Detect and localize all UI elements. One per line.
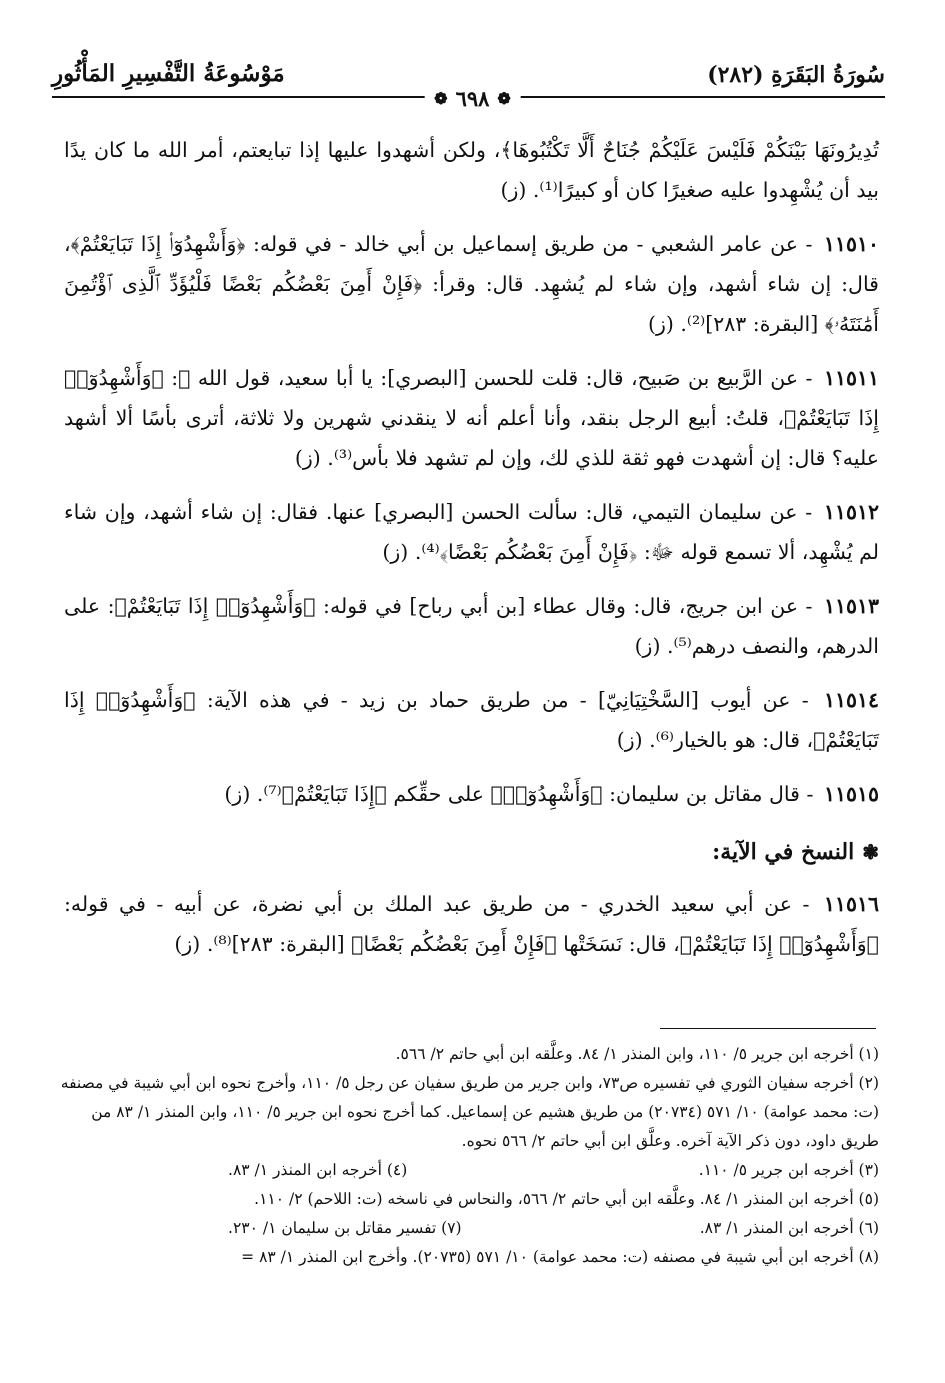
book-title: مَوْسُوعَةُ التَّفْسِيرِ المَأْثُورِ (52, 60, 285, 87)
narration-11514 (64, 680, 879, 760)
footnote-5: (٥) أخرجه ابن المنذر ١/ ٨٤. وعلَّقه ابن أبي حاتم ٢/ ٥٦٦، والنحاس في ناسخه (ت: اللاحم) ٢/ ١١٠. (254, 1190, 879, 1208)
footnote-3: (٣) أخرجه ابن جرير ٥/ ١١٠. (698, 1161, 879, 1179)
narration-text: - قال مقاتل بن سليمان: ﴿وَأَشْهِدُوٓا۟﴾ على حقِّكم ﴿إِذَا تَبَايَعْتُمْ﴾⁽⁷⁾. (ز) (224, 782, 814, 806)
section-title: النسخ في الآية: (712, 839, 855, 865)
narration-text: - عن أيوب [السَّخْتِيَانِيّ] - من طريق حماد بن زيد - في هذه الآية: ﴿وَأَشْهِدُوٓا۟ إِذَا تَبَايَعْتُمْ﴾، قال: هو بالخيار⁽⁶⁾. (ز) (64, 688, 879, 752)
narration-text: - عن عامر الشعبي - من طريق إسماعيل بن أبي خالد - في قوله: ﴿وَأَشْهِدُوٓا۟ إِذَا تَبَايَعْتُمْ﴾، قال: إن شاء أشهد، وإن شاء لم يُشهِد. قال: وقرأ: ﴿فَإِنْ أَمِنَ بَعْضُكُم بَعْضًا فَلْيُؤَدِّ ٱلَّذِى ٱؤْتُمِنَ أَمَٰنَتَهُۥ﴾ [البقرة: ٢٨٣]⁽²⁾. (ز) (64, 232, 879, 336)
footnote-1: (١) أخرجه ابن جرير ٥/ ١١٠، وابن المنذر ١/ ٨٤. وعلَّقه ابن أبي حاتم ٢/ ٥٦٦. (395, 1045, 879, 1063)
footnote-4: (٤) أخرجه ابن المنذر ١/ ٨٣. (228, 1161, 408, 1179)
narration-11511 (64, 358, 879, 478)
page-number-box (424, 86, 521, 111)
narration-number: ١١٥١١ (823, 366, 879, 390)
paragraph-continuation: تُدِيرُونَهَا بَيْنَكُمْ فَلَيْسَ عَلَيْكُمْ جُنَاحٌ أَلَّا تَكْتُبُوهَا﴾، ولكن أشهدوا عليها إذا تبايعتم، أمر الله ما كان يدًا بيد أن يُشْهِدوا عليه صغيرًا كان أو كبيرًا⁽¹⁾. (ز) (64, 138, 879, 202)
narration-11512 (64, 492, 879, 572)
section-heading (64, 832, 879, 872)
narration-text: - عن الرَّبيع بن صَبيح، قال: قلت للحسن [البصري]: يا أبا سعيد، قول الله ﷻ: ﴿وَأَشْهِدُوٓا۟ إِذَا تَبَايَعْتُمْ﴾، قلتُ: أبيع الرجل بنقد، وأنا أعلم أنه لا ينقدني شهرين ولا ثلاثة، أترى بأسًا ألا أشهد عليه؟ قال: إن أشهدت فهو ثقة للذي لك، وإن لم تشهد فلا بأس⁽³⁾. (ز) (64, 366, 879, 470)
narration-11510 (64, 224, 879, 344)
narration-text: - عن أبي سعيد الخدري - من طريق عبد الملك بن أبي نضرة، عن أبيه - في قوله: ﴿وَأَشْهِدُوٓا۟ إِذَا تَبَايَعْتُمْ﴾، قال: نَسَخَتْها ﴿فَإِنْ أَمِنَ بَعْضُكُم بَعْضًا﴾ [البقرة: ٢٨٣]⁽⁸⁾. (ز) (64, 892, 879, 956)
footnote-row (58, 1214, 879, 1243)
narration-number: ١١٥١٠ (823, 232, 879, 256)
footnote-separator (660, 1028, 876, 1029)
narration-11515 (64, 774, 879, 814)
narration-11516 (64, 884, 879, 964)
main-text (64, 130, 879, 978)
ornament-icon: ❁ (497, 89, 511, 108)
footnotes (58, 1040, 879, 1272)
narration-11513 (64, 586, 879, 666)
narration-text: - عن سليمان التيمي، قال: سألت الحسن [البصري] عنها. فقال: إن شاء أشهد، وإن شاء لم يُشْهِد، ألا تسمع قوله ﷻ: ﴿فَإِنْ أَمِنَ بَعْضُكُم بَعْضًا﴾⁽⁴⁾. (ز) (64, 500, 879, 564)
footnote-2: (٢) أخرجه سفيان الثوري في تفسيره ص٧٣، وابن جرير من طريق سفيان عن رجل ٥/ ١١٠، وأخرج نحوه ابن أبي شيبة في مصنفه (ت: محمد عوامة) ١٠/ ٥٧١ (٢٠٧٣٤) من طريق هشيم عن إسماعيل. كما أخرج نحوه ابن جرير ٥/ ١١٠، وابن المنذر ١/ ٨٣ من طريق داود، دون ذكر الآية آخره. وعلَّق ابن أبي حاتم ٢/ ٥٦٦ نحوه. (60, 1074, 879, 1150)
page-number: ٦٩٨ (455, 86, 490, 111)
narration-text: - عن ابن جريج، قال: وقال عطاء [بن أبي رباح] في قوله: ﴿وَأَشْهِدُوٓا۟ إِذَا تَبَايَعْتُمْ﴾: على الدرهم، والنصف درهم⁽⁵⁾. (ز) (64, 594, 879, 658)
footnote-7: (٧) تفسير مقاتل بن سليمان ١/ ٢٣٠. (228, 1219, 462, 1237)
narration-number: ١١٥١٥ (823, 782, 879, 806)
ornament-icon: ❁ (434, 89, 448, 108)
flower-icon: ❃ (862, 840, 879, 864)
footnote-row (58, 1156, 879, 1185)
footnote-8: (٨) أخرجه ابن أبي شيبة في مصنفه (ت: محمد عوامة) ١٠/ ٥٧١ (٢٠٧٣٥). وأخرج ابن المنذر ١/ ٨٣ = (241, 1248, 879, 1266)
narration-number: ١١٥١٤ (823, 688, 879, 712)
narration-number: ١١٥١٦ (823, 892, 879, 916)
narration-number: ١١٥١٣ (823, 594, 879, 618)
footnote-6: (٦) أخرجه ابن المنذر ١/ ٨٣. (699, 1219, 879, 1237)
narration-number: ١١٥١٢ (823, 500, 879, 524)
surah-title: سُورَةُ البَقَرَةِ (٢٨٢) (707, 62, 885, 88)
